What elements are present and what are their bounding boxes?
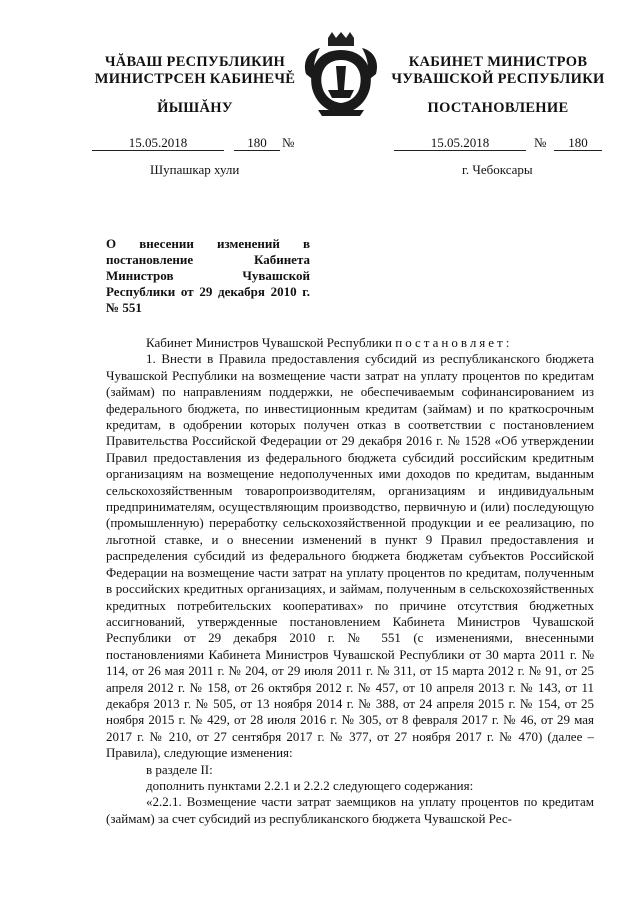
coat-of-arms-icon (298, 30, 384, 118)
right-org-line1: КАБИНЕТ МИНИСТРОВ (408, 54, 588, 70)
right-number: 180 (554, 135, 602, 151)
right-doc-type: ПОСТАНОВЛЕНИЕ (427, 100, 569, 116)
paragraph-3: дополнить пунктами 2.2.1 и 2.2.2 следующего содержания: (146, 777, 474, 793)
document-title: О внесении изменений в постановление Кабинета Министров Чувашской Республики от 29 декабря 2010 г. № 551 (106, 236, 310, 315)
paragraph-2: в разделе II: (146, 761, 213, 777)
place-left: Шупашкар хули (150, 162, 240, 177)
paragraph-1: 1. Внести в Правила предоставления субсидий из республиканского бюджета Чувашской Республики на возмещение части затрат на уплату процентов по кредитам (займам) по направлениям поддержки, не обеспечиваемым софинансированием из федерального бюджета, по инвестиционным кредитам (займам) и по краткосрочным кредитам, в одобрении которых получен отказ в соответствии с постановлением Правительства Российской Федерации от 29 декабря 2016 г. № 1528 «Об утверждении Правил предоставления из федерального бюджета субсидий российским кредитным организациям на возмещение недополученных ими доходов по кредитам, выданным сельскохозяйственным товаропроизводителям, организациям и индивидуальным предпринимателям, осуществляющим производство, первичную и (или) последующую (промышленную) переработку сельскохозяйственной продукции и ее реализацию, по льготной ставке, и о внесении изменений в пункт 9 Правил предоставления и распределения субсидий из федерального бюджета бюджетам субъектов Российской Федерации на возмещение части затрат на уплату процентов по кредитам, полученным в российских кредитных организациях, и займам, полученным в сельскохозяйственных кредитных потребительских кооперативах» по причине отсутствия бюджетных ассигнований, утвержденные постановлением Кабинета Министров Чувашской Республики от 29 декабря 2010 г. № 551 (с изменениями, внесенными постановлениями Кабинета Министров Чувашской Республики от 30 марта 2011 г. № 114, от 26 мая 2011 г. № 204, от 29 июля 2011 г. № 311, от 15 марта 2012 г. № 91, от 25 апреля 2012 г. № 158, от 26 октября 2012 г. № 457, от 10 апреля 2013 г. № 143, от 11 декабря 2013 г. № 505, от 13 ноября 2014 г. № 388, от 24 апреля 2015 г. № 154, от 25 ноября 2015 г. № 429, от 28 июля 2016 г. № 305, от 8 февраля 2017 г. № 46, от 29 мая 2017 г. № 210, от 27 сентября 2017 г. № 377, от 27 ноября 2017 г. № 470) (далее – Правила), следующие изменения: (106, 351, 594, 761)
place-right: г. Чебоксары (462, 162, 533, 177)
intro-subject: Кабинет Министров Чувашской Республики (146, 335, 392, 350)
document-body (106, 335, 594, 827)
left-number: 180 (234, 135, 280, 151)
left-org-line2: МИНИСТРСЕН КАБИНЕЧĚ (94, 71, 296, 87)
paragraph-4: «2.2.1. Возмещение части затрат заемщиков на уплату процентов по кредитам (займам) за счет субсидий из республиканского бюджета Чувашской Рес- (106, 794, 594, 826)
left-doc-type: ЙЫШĂНУ (157, 100, 233, 116)
right-date: 15.05.2018 (394, 135, 526, 151)
left-org-line1: ЧĂВАШ РЕСПУБЛИКИН (104, 54, 286, 70)
right-org-name (388, 54, 608, 88)
right-number-sign: № (534, 135, 547, 150)
left-number-sign: № (282, 135, 295, 150)
left-org-name (85, 54, 305, 88)
left-registration-line (92, 135, 302, 151)
intro-verb: постановляет: (395, 335, 513, 350)
left-date: 15.05.2018 (92, 135, 224, 151)
intro-paragraph (106, 335, 594, 351)
right-registration-line (394, 135, 606, 151)
right-org-line2: ЧУВАШСКОЙ РЕСПУБЛИКИ (391, 71, 605, 87)
